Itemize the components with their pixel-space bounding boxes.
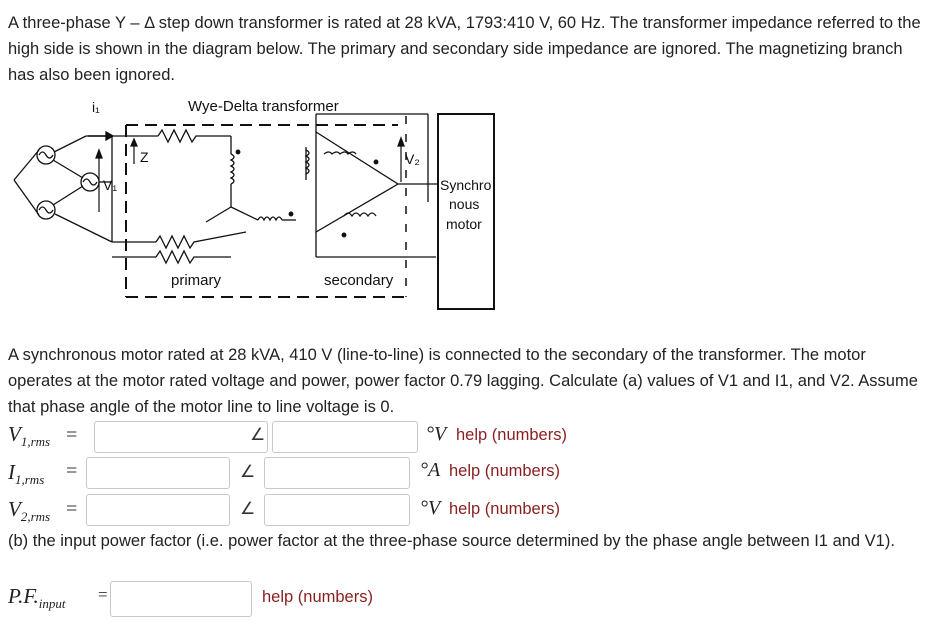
problem-intro-text: A three-phase Y – Δ step down transformer is rated at 28 kVA, 1793:410 V, 60 Hz. The transformer impedance referred to the high side is shown in the diagram below. The primary and secondary side impedance are ignored. The magnetizing branch has also been ignored.: [8, 14, 921, 84]
motor-label-line2: nous: [449, 196, 480, 212]
i1-unit: °A: [420, 459, 441, 481]
v1-angle-input[interactable]: [272, 421, 418, 453]
voltage-v1-label: V₁: [103, 177, 118, 193]
i1-help-link[interactable]: help (numbers): [449, 462, 560, 480]
i1-subscript: 1,rms: [15, 472, 45, 488]
v2-angle-symbol: ∠: [240, 499, 256, 519]
v1-unit: °V: [426, 423, 447, 445]
v2-rms-label: [8, 497, 50, 525]
current-i1-label: i₁: [92, 99, 100, 115]
diagram-title: Wye-Delta transformer: [188, 98, 339, 115]
motor-label-line3: motor: [446, 216, 482, 232]
pf-equals-sign: =: [98, 585, 108, 604]
v1-symbol: V: [8, 422, 21, 446]
pf-subscript: input: [38, 596, 66, 612]
i1-equals-sign: =: [66, 460, 78, 482]
v2-unit: °V: [420, 497, 441, 519]
v2-symbol: V: [8, 497, 21, 521]
primary-label: primary: [171, 272, 222, 289]
motor-label-line1: Synchro: [440, 177, 492, 193]
v1-help-link[interactable]: help (numbers): [456, 426, 567, 444]
v1-subscript: 1,rms: [20, 434, 51, 450]
i1-symbol: I: [8, 460, 15, 484]
pf-help-link[interactable]: help (numbers): [262, 588, 373, 606]
i1-angle-symbol: ∠: [240, 462, 256, 482]
v2-subscript: 2,rms: [20, 509, 51, 525]
voltage-v2-label: V₂: [405, 151, 420, 167]
v1-rms-label: [8, 422, 50, 450]
pf-input[interactable]: [110, 581, 252, 617]
v2-help-link[interactable]: help (numbers): [449, 500, 560, 518]
v2-equals-sign: =: [66, 498, 78, 520]
part-b-text: (b) the input power factor (i.e. power factor at the three-phase source determined by the phase angle between I1 and V1).: [8, 532, 895, 550]
pf-input-label: [8, 584, 65, 612]
impedance-z-label: Z: [140, 149, 149, 165]
v1-angle-symbol: ∠: [250, 425, 266, 445]
motor-problem-text: A synchronous motor rated at 28 kVA, 410 V (line-to-line) is connected to the secondary of the transformer. The motor operates at the motor rated voltage and power, power factor 0.79 lagging. Calculate (a) values of V1 and I1, and V2. Assume that phase angle of the motor line to line voltage is 0.: [8, 346, 918, 416]
v1-magnitude-input[interactable]: [94, 421, 268, 453]
i1-angle-input[interactable]: [264, 457, 410, 489]
i1-magnitude-input[interactable]: [86, 457, 230, 489]
v2-angle-input[interactable]: [264, 494, 410, 526]
secondary-label: secondary: [324, 272, 394, 289]
v1-equals-sign: =: [66, 424, 78, 446]
pf-symbol: P.F.: [8, 584, 39, 608]
i1-rms-label: [8, 460, 44, 488]
wye-delta-transformer-diagram: [6, 92, 508, 344]
v2-magnitude-input[interactable]: [86, 494, 230, 526]
